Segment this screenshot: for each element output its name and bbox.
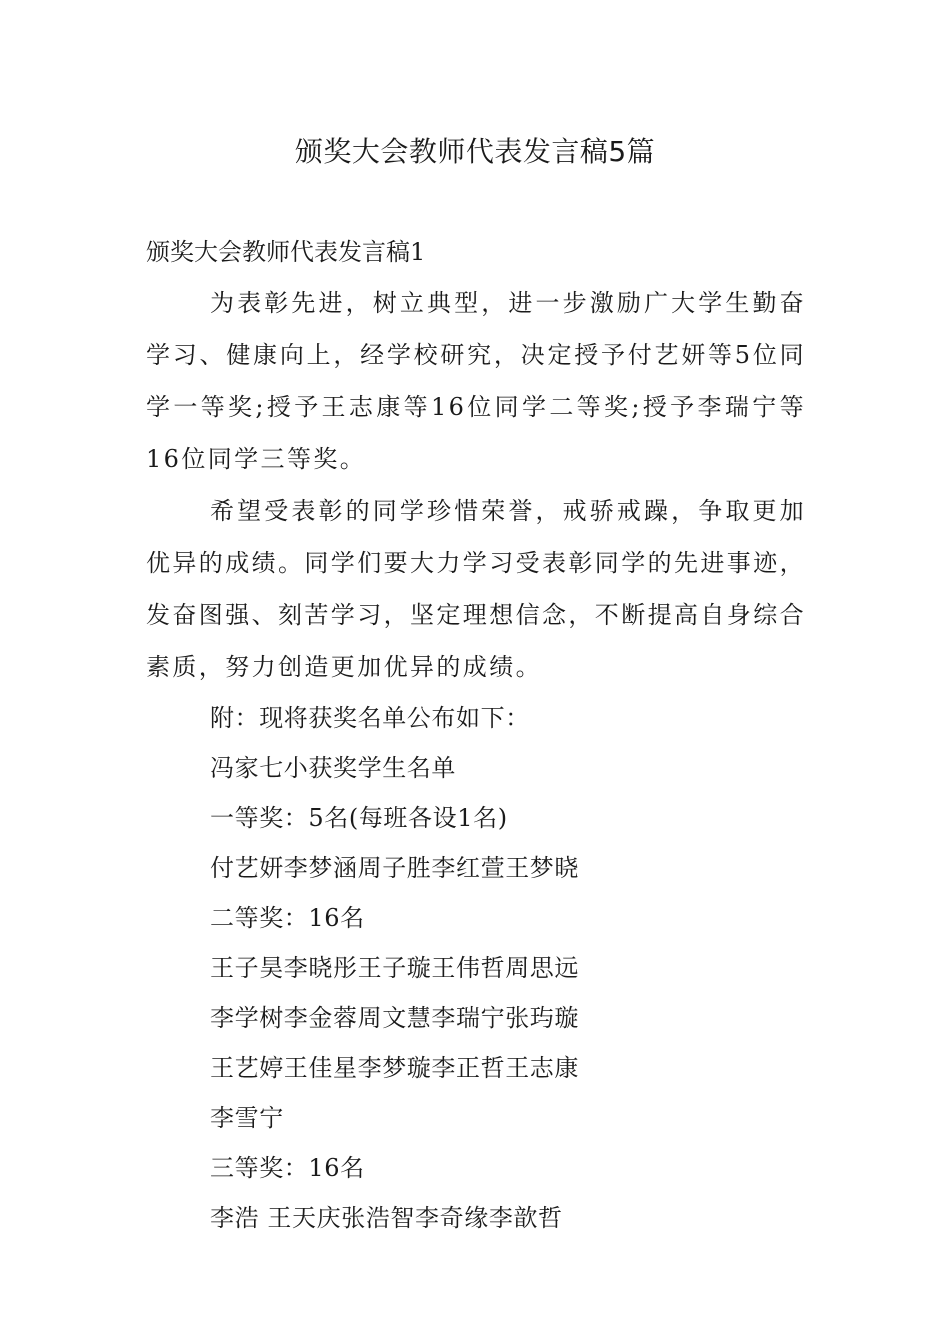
document-body xyxy=(146,227,806,1243)
list-item: 王子昊李晓彤王子璇王伟哲周思远 xyxy=(210,954,579,982)
document-title: 颁奖大会教师代表发言稿5篇 xyxy=(294,135,656,168)
paragraph-hope: 希望受表彰的同学珍惜荣誉，戒骄戒躁，争取更加优异的成绩。同学们要大力学习受表彰同学的先进事迹，发奋图强、刻苦学习，坚定理想信念，不断提高自身综合素质，努力创造更加优异的成绩。 xyxy=(146,497,806,681)
list-item: 三等奖：16名 xyxy=(210,1154,365,1182)
list-item: 李雪宁 xyxy=(210,1104,284,1132)
list-item: 附：现将获奖名单公布如下： xyxy=(210,704,530,732)
list-item: 付艺妍李梦涵周子胜李红萱王梦晓 xyxy=(210,854,579,882)
list-item: 冯家七小获奖学生名单 xyxy=(210,754,456,782)
paragraph-commendation: 为表彰先进，树立典型，进一步激励广大学生勤奋学习、健康向上，经学校研究，决定授予付艺妍等5位同学一等奖;授予王志康等16位同学二等奖;授予李瑞宁等16位同学三等奖。 xyxy=(146,289,806,473)
award-list xyxy=(146,693,806,1243)
section-title: 颁奖大会教师代表发言稿1 xyxy=(146,238,426,266)
list-item: 李学树李金蓉周文慧李瑞宁张玙璇 xyxy=(210,1004,579,1032)
list-item: 一等奖：5名(每班各设1名) xyxy=(210,804,508,832)
list-item: 李浩 王天庆张浩智李奇缘李歆哲 xyxy=(210,1204,563,1232)
list-item: 二等奖：16名 xyxy=(210,904,365,932)
list-item: 王艺婷王佳星李梦璇李正哲王志康 xyxy=(210,1054,579,1082)
